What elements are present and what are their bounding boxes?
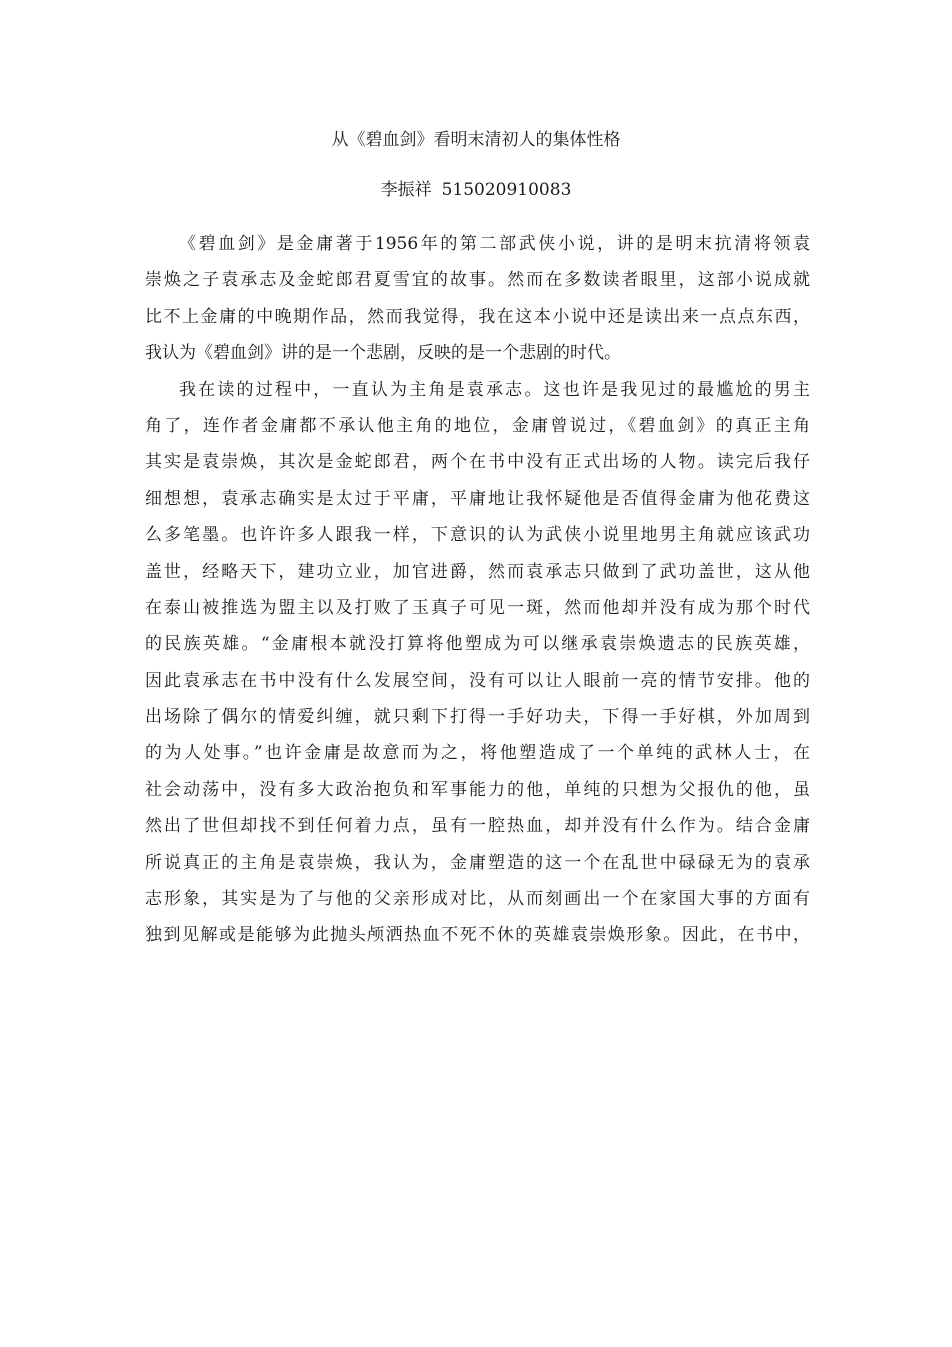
paragraph — [145, 226, 810, 372]
text-line: 角了，连作者金庸都不承认他主角的地位，金庸曾说过，《碧血剑》的真正主角 — [145, 415, 810, 436]
text-line: 的民族英雄。“金庸根本就没打算将他塑成为可以继承袁崇焕遗志的民族英雄， — [145, 634, 810, 655]
text-line: 其实是袁崇焕，其次是金蛇郎君，两个在书中没有正式出场的人物。读完后我仔 — [145, 452, 810, 473]
text-line: 细想想，袁承志确实是太过于平庸，平庸地让我怀疑他是否值得金庸为他花费这 — [145, 488, 810, 509]
document-body — [145, 226, 810, 954]
text-line: 我在读的过程中，一直认为主角是袁承志。这也许是我见过的最尴尬的男主 — [179, 379, 810, 400]
author-line — [0, 174, 952, 206]
text-line: 然出了世但却找不到任何着力点，虽有一腔热血，却并没有什么作为。结合金庸 — [145, 816, 810, 837]
text-line: 独到见解或是能够为此抛头颅洒热血不死不休的英雄袁崇焕形象。因此，在书中， — [145, 925, 810, 946]
text-line: 所说真正的主角是袁崇焕，我认为，金庸塑造的这一个在乱世中碌碌无为的袁承 — [145, 852, 810, 873]
text-line: 么多笔墨。也许许多人跟我一样，下意识的认为武侠小说里地男主角就应该武功 — [145, 525, 810, 546]
text-line: 盖世，经略天下，建功立业，加官进爵，然而袁承志只做到了武功盖世，这从他 — [145, 561, 810, 582]
text-line: 出场除了偶尔的情爱纠缠，就只剩下打得一手好功夫，下得一手好棋，外加周到 — [145, 707, 810, 728]
text-line: 的为人处事。”也许金庸是故意而为之，将他塑造成了一个单纯的武林人士，在 — [145, 743, 810, 764]
text-line: 崇焕之子袁承志及金蛇郎君夏雪宜的故事。然而在多数读者眼里，这部小说成就 — [145, 270, 810, 291]
text-line: 志形象，其实是为了与他的父亲形成对比，从而刻画出一个在家国大事的方面有 — [145, 889, 810, 910]
author-name: 李振祥 — [380, 180, 432, 200]
paragraph — [145, 372, 810, 954]
document-title: 从《碧血剑》看明末清初人的集体性格 — [331, 130, 621, 150]
text-line: 在泰山被推选为盟主以及打败了玉真子可见一斑，然而他却并没有成为那个时代 — [145, 597, 810, 618]
text-line: 社会动荡中，没有多大政治抱负和军事能力的他，单纯的只想为父报仇的他，虽 — [145, 779, 810, 800]
text-line: 《碧血剑》是金庸著于1956年的第二部武侠小说，讲的是明末抗清将领袁 — [179, 234, 810, 254]
text-line: 因此袁承志在书中没有什么发展空间，没有可以让人眼前一亮的情节安排。他的 — [145, 670, 810, 691]
text-line: 我认为《碧血剑》讲的是一个悲剧，反映的是一个悲剧的时代。 — [145, 343, 621, 364]
author-id: 515020910083 — [441, 180, 572, 200]
text-line: 比不上金庸的中晚期作品，然而我觉得，我在这本小说中还是读出来一点点东西， — [145, 306, 810, 327]
